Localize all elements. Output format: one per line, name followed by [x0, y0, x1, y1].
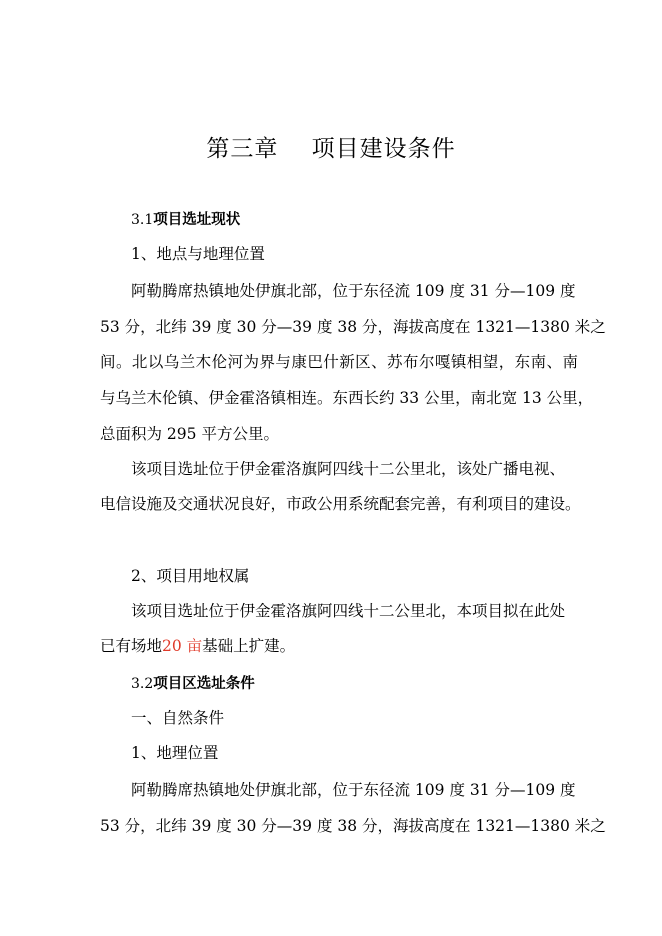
paragraph-line: 电信设施及交通状况良好，市政公用系统配套完善，有利项目的建设。	[100, 495, 581, 513]
subsection-heading: 1、地理位置	[131, 744, 219, 762]
text-run: 基础上扩建。	[202, 637, 296, 655]
paragraph-line: 阿勒腾席热镇地处伊旗北部，位于东径流 109 度 31 分—109 度	[131, 282, 576, 300]
subsection-heading: 1、地点与地理位置	[131, 245, 265, 263]
paragraph-line: 与乌兰木伦镇、伊金霍洛镇相连。东西长约 33 公里，南北宽 13 公里，	[100, 389, 594, 407]
paragraph-line: 间。北以乌兰木伦河为界与康巴什新区、苏布尔嘎镇相望，东南、南	[100, 353, 578, 371]
subsection-heading: 2、项目用地权属	[131, 567, 250, 585]
paragraph-line: 该项目选址位于伊金霍洛旗阿四线十二公里北，该处广播电视、	[131, 460, 566, 478]
section-3-1-heading	[131, 209, 240, 230]
highlighted-area-value: 20 亩	[162, 637, 203, 655]
paragraph-line: 该项目选址位于伊金霍洛旗阿四线十二公里北，本项目拟在此处	[131, 602, 566, 620]
paragraph-line: 总面积为 295 平方公里。	[100, 425, 279, 443]
section-number: 3.1	[131, 212, 154, 228]
section-title: 项目区选址条件	[153, 675, 255, 692]
paragraph-line: 53 分，北纬 39 度 30 分—39 度 38 分，海拔高度在 1321—1380 米之	[100, 318, 606, 336]
section-3-2-heading	[131, 673, 255, 694]
text-run: 已有场地	[100, 637, 163, 655]
subsection-heading: 一、自然条件	[131, 709, 225, 727]
paragraph-line: 阿勒腾席热镇地处伊旗北部，位于东径流 109 度 31 分—109 度	[131, 781, 576, 799]
paragraph-line	[100, 636, 295, 656]
section-number: 3.2	[131, 676, 154, 692]
chapter-title: 第三章 项目建设条件	[206, 136, 456, 162]
paragraph-line: 53 分，北纬 39 度 30 分—39 度 38 分，海拔高度在 1321—1380 米之	[100, 817, 606, 835]
section-title: 项目选址现状	[153, 211, 241, 228]
